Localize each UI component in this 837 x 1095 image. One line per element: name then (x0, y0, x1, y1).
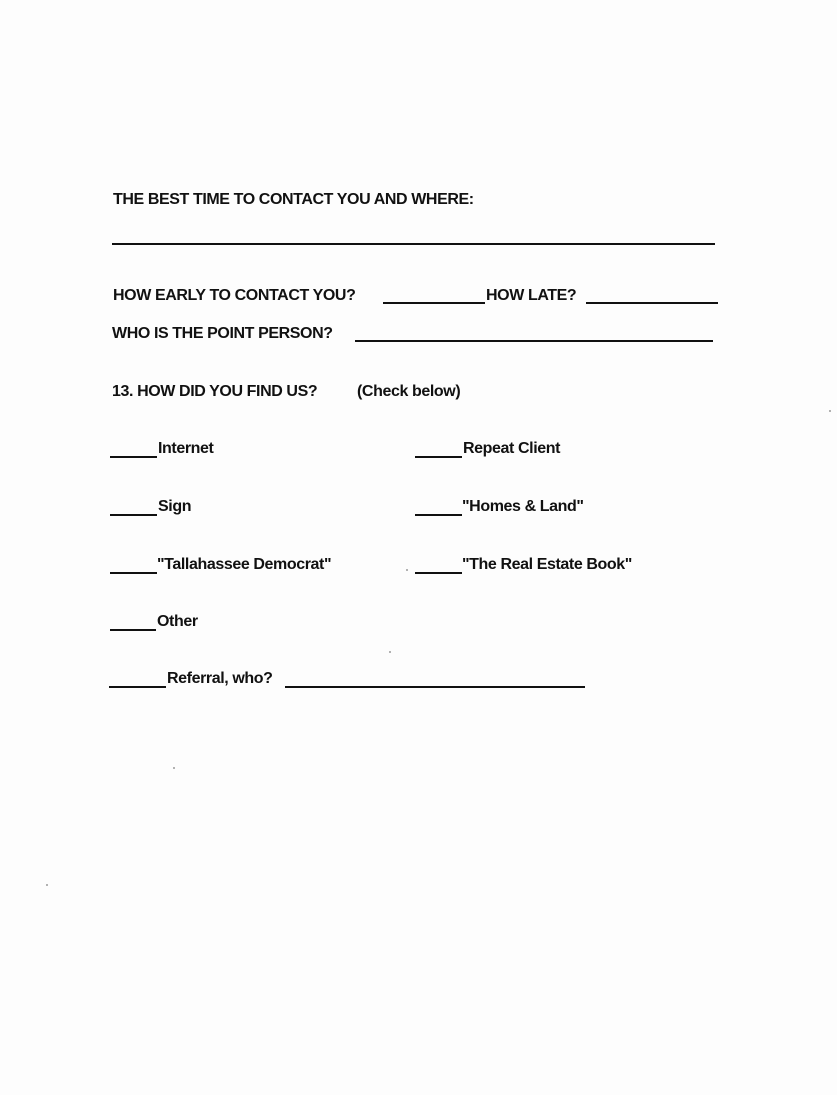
point-person-label: WHO IS THE POINT PERSON? (112, 325, 333, 342)
option-repeat-client: Repeat Client (463, 440, 561, 457)
point-person-answer-line[interactable] (355, 340, 713, 342)
question-13-instruction: (Check below) (357, 383, 461, 400)
internet-check-blank[interactable] (110, 456, 157, 458)
option-internet: Internet (158, 440, 214, 457)
scan-speck (46, 884, 48, 886)
how-early-answer-line[interactable] (383, 302, 485, 304)
scan-speck (173, 767, 175, 769)
how-late-label: HOW LATE? (486, 287, 577, 304)
other-check-blank[interactable] (110, 629, 156, 631)
repeat-client-check-blank[interactable] (415, 456, 462, 458)
referral-check-blank[interactable] (109, 686, 166, 688)
option-referral: Referral, who? (167, 670, 273, 687)
question-13-heading: 13. HOW DID YOU FIND US? (112, 383, 318, 400)
real-estate-book-check-blank[interactable] (415, 572, 462, 574)
option-sign: Sign (158, 498, 192, 515)
option-real-estate-book: "The Real Estate Book" (462, 556, 632, 573)
referral-who-answer-line[interactable] (285, 686, 585, 688)
option-other: Other (157, 613, 198, 630)
how-early-label: HOW EARLY TO CONTACT YOU? (113, 287, 356, 304)
sign-check-blank[interactable] (110, 514, 157, 516)
how-late-answer-line[interactable] (586, 302, 718, 304)
best-time-label: THE BEST TIME TO CONTACT YOU AND WHERE: (113, 191, 474, 208)
scan-speck (829, 410, 831, 412)
tallahassee-democrat-check-blank[interactable] (110, 572, 157, 574)
homes-land-check-blank[interactable] (415, 514, 462, 516)
scan-speck (406, 569, 408, 571)
scan-speck (389, 651, 391, 653)
best-time-answer-line[interactable] (112, 243, 715, 245)
option-homes-land: "Homes & Land" (462, 498, 584, 515)
option-tallahassee-democrat: "Tallahassee Democrat" (157, 556, 332, 573)
